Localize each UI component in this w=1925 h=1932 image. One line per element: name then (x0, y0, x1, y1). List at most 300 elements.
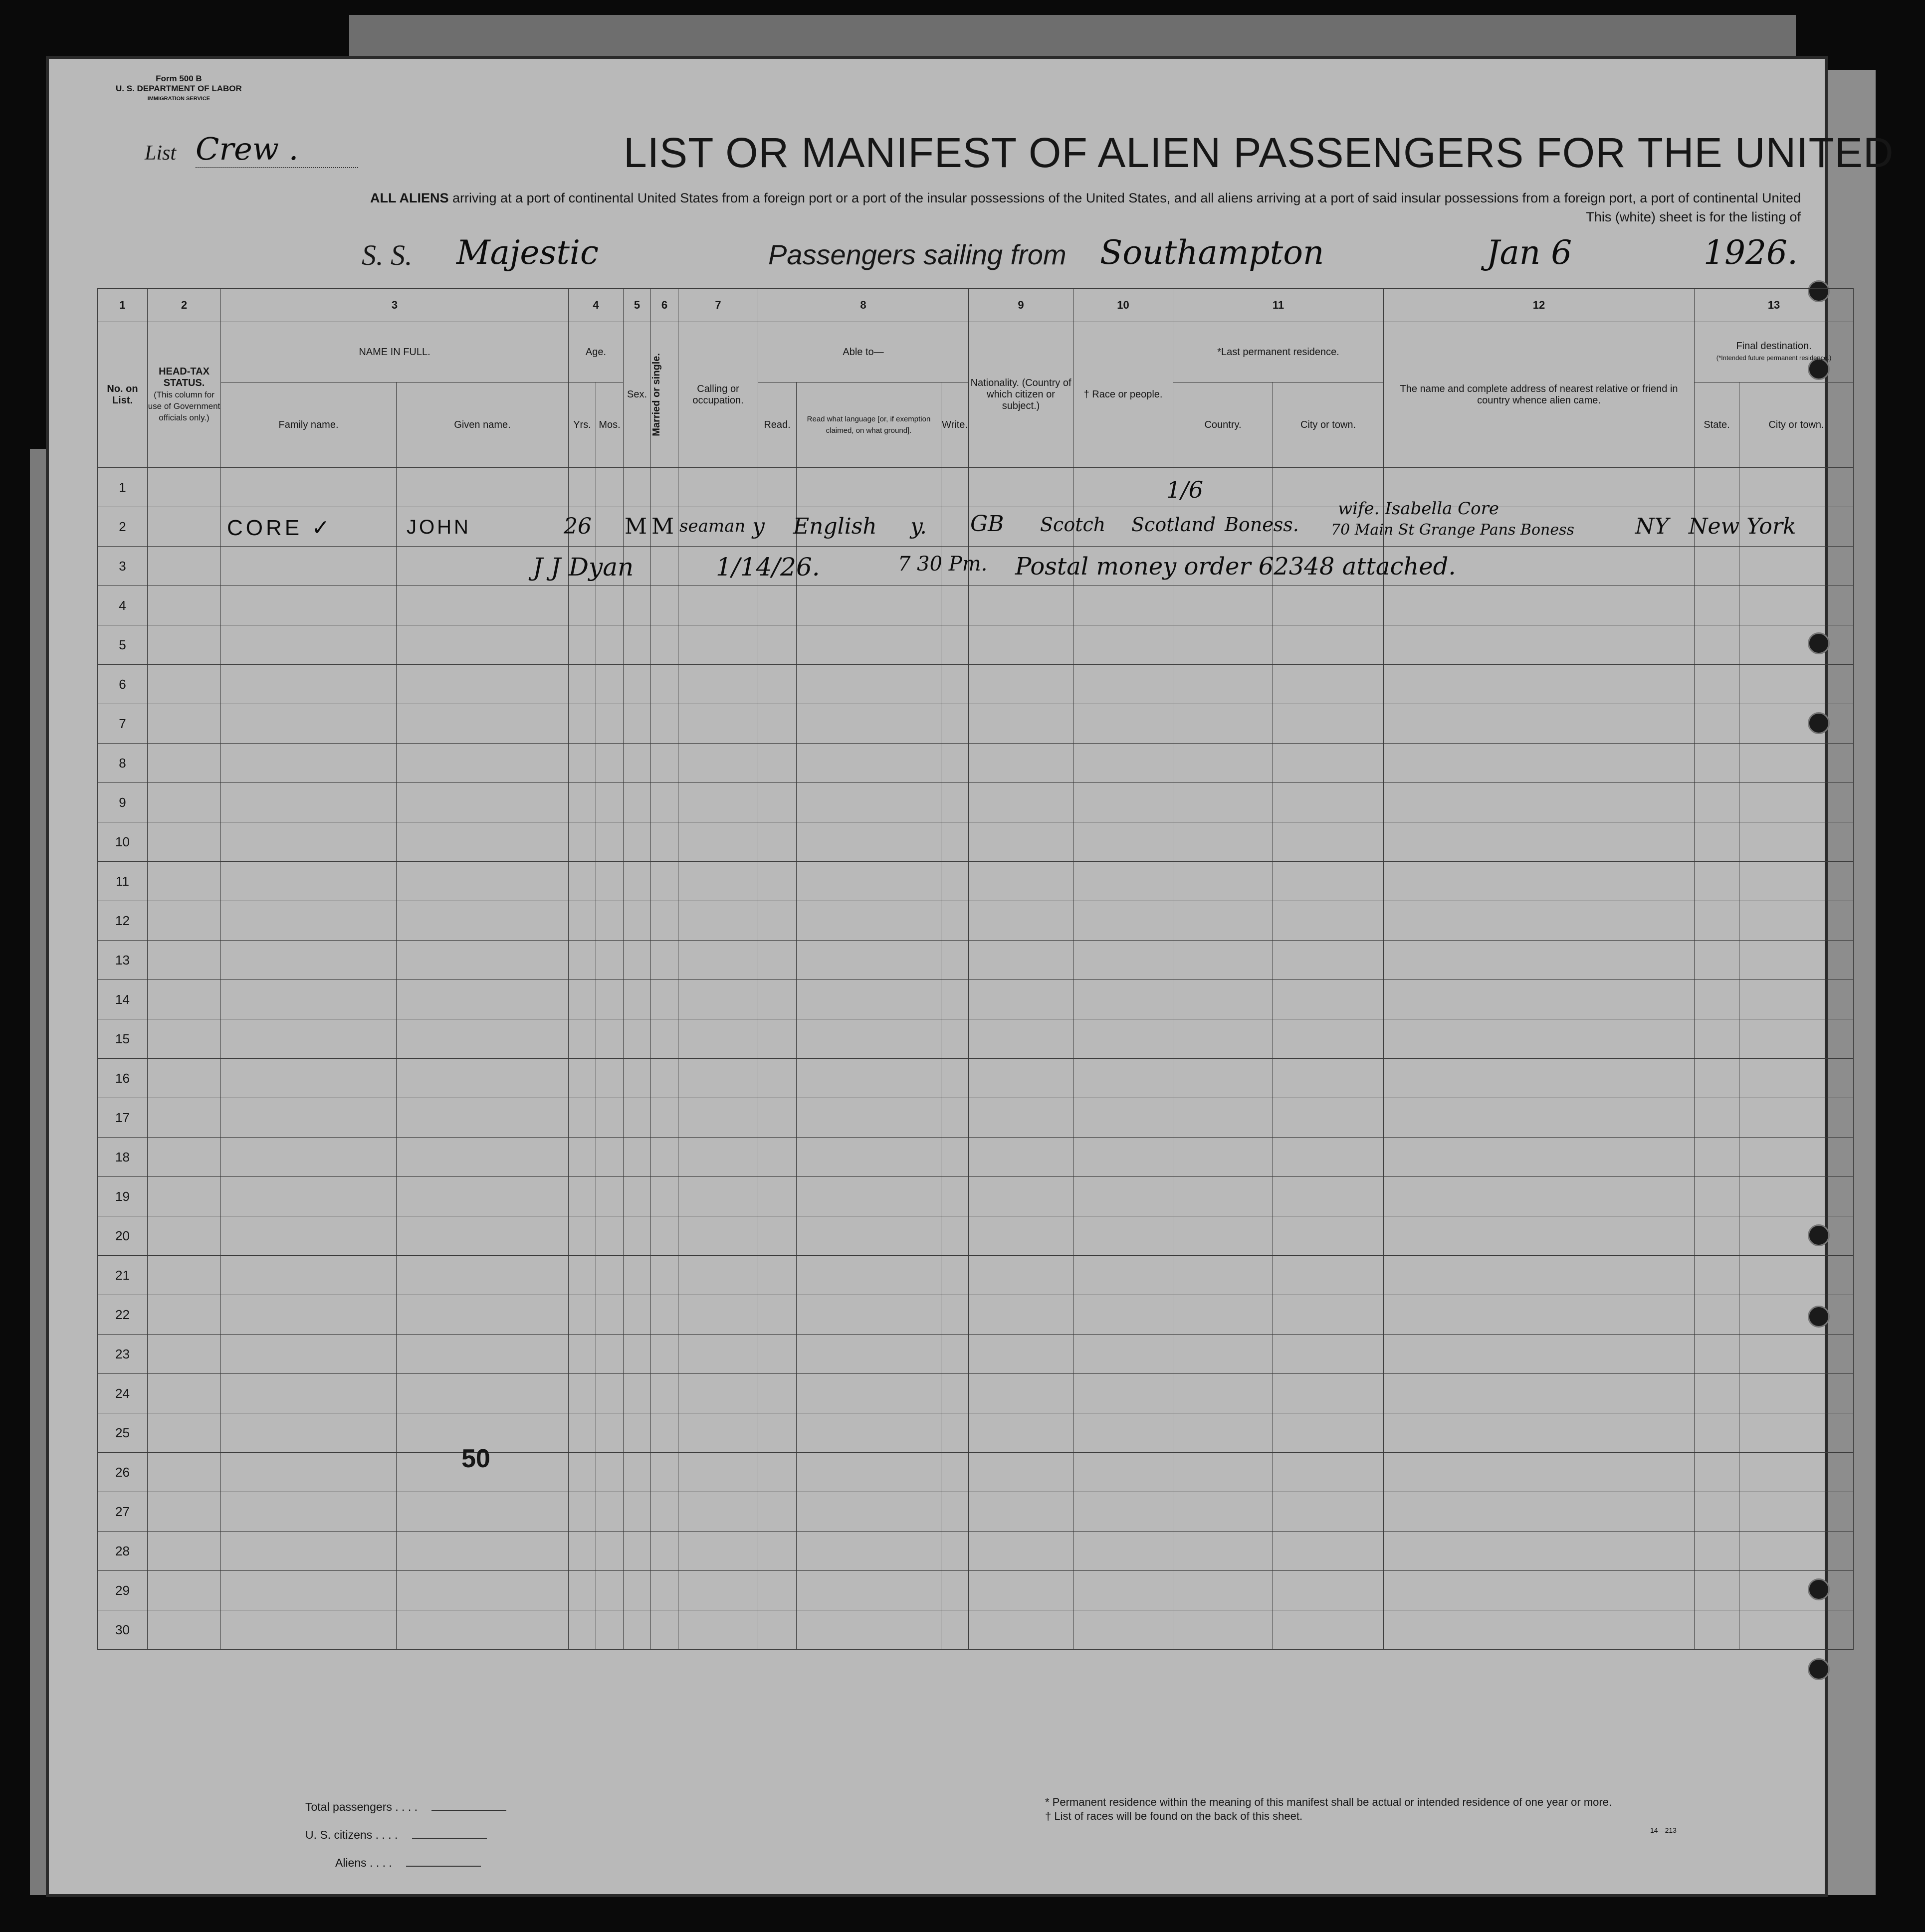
table-cell (624, 1532, 651, 1571)
table-cell (1739, 1413, 1854, 1453)
table-cell (596, 468, 624, 507)
table-cell (969, 822, 1073, 862)
table-cell (624, 1098, 651, 1138)
table-cell (758, 1413, 797, 1453)
table-cell (221, 704, 397, 744)
col-number: 13 (1695, 289, 1854, 322)
table-cell (1695, 980, 1739, 1019)
head-tax-label: HEAD-TAX STATUS. (159, 366, 210, 388)
table-cell (1173, 1295, 1273, 1335)
table-cell (1739, 1059, 1854, 1098)
table-cell (969, 1453, 1073, 1492)
header-race: † Race or people. (1073, 322, 1173, 468)
table-cell (148, 862, 221, 901)
table-cell (1739, 704, 1854, 744)
row-number: 16 (98, 1059, 148, 1098)
table-cell (1739, 1492, 1854, 1532)
table-cell (1173, 1413, 1273, 1453)
table-cell (678, 625, 758, 665)
table-cell (941, 980, 969, 1019)
table-cell (221, 1413, 397, 1453)
table-cell (148, 547, 221, 586)
table-cell (1173, 704, 1273, 744)
table-cell (1384, 1098, 1695, 1138)
table-cell (569, 1216, 596, 1256)
header-row-1 (98, 322, 1854, 383)
table-cell (969, 901, 1073, 941)
row-number: 17 (98, 1098, 148, 1138)
table-cell (797, 1374, 941, 1413)
table-cell (624, 822, 651, 862)
header-family-name: Family name. (221, 383, 397, 468)
table-cell (969, 1216, 1073, 1256)
table-cell (678, 941, 758, 980)
table-cell (148, 1532, 221, 1571)
table-cell (1273, 1374, 1384, 1413)
table-cell (1073, 1216, 1173, 1256)
table-cell (941, 1335, 969, 1374)
table-cell (797, 704, 941, 744)
annotation-initials: J J Dyan (533, 553, 634, 581)
table-cell (758, 941, 797, 980)
header-calling: Calling or occupation. (678, 322, 758, 468)
table-cell (596, 1532, 624, 1571)
table-cell (397, 1571, 569, 1610)
table-cell (569, 1019, 596, 1059)
table-cell (1695, 1216, 1739, 1256)
table-cell (221, 1098, 397, 1138)
table-cell (651, 744, 678, 783)
list-label: List (145, 142, 177, 165)
table-cell (624, 1453, 651, 1492)
table-cell (797, 1413, 941, 1453)
entry-country: Scotland (1131, 514, 1216, 536)
header-head-tax (148, 322, 221, 468)
table-cell (1384, 1453, 1695, 1492)
table-cell (569, 901, 596, 941)
table-cell (969, 1059, 1073, 1098)
table-cell (569, 1098, 596, 1138)
table-cell (148, 980, 221, 1019)
table-cell (1073, 1610, 1173, 1650)
table-cell (1384, 941, 1695, 980)
table-cell (397, 1098, 569, 1138)
table-cell (1695, 1413, 1739, 1453)
table-cell (797, 1532, 941, 1571)
table-cell (624, 665, 651, 704)
table-row (98, 1532, 1854, 1571)
table-cell (397, 980, 569, 1019)
table-cell (624, 1019, 651, 1059)
table-cell (1739, 941, 1854, 980)
table-cell (221, 1138, 397, 1177)
us-citizens-label: U. S. citizens (305, 1828, 373, 1841)
table-cell (1739, 547, 1854, 586)
table-cell (941, 1571, 969, 1610)
table-cell (148, 1295, 221, 1335)
table-cell (1695, 1295, 1739, 1335)
table-cell (941, 1177, 969, 1216)
table-cell (941, 1295, 969, 1335)
table-cell (596, 822, 624, 862)
table-cell (569, 822, 596, 862)
table-cell (678, 1532, 758, 1571)
table-cell (1384, 665, 1695, 704)
table-cell (797, 941, 941, 980)
table-cell (651, 1571, 678, 1610)
table-cell (941, 1138, 969, 1177)
table-cell (624, 1492, 651, 1532)
stamp-number: 50 (461, 1444, 490, 1473)
table-cell (1695, 1177, 1739, 1216)
entry-age-yrs: 26 (564, 514, 592, 539)
table-row (98, 1610, 1854, 1650)
table-cell (1173, 1216, 1273, 1256)
table-cell (758, 1532, 797, 1571)
table-cell (1739, 468, 1854, 507)
col-number: 1 (98, 289, 148, 322)
table-cell (969, 941, 1073, 980)
table-cell (1384, 1532, 1695, 1571)
table-cell (678, 704, 758, 744)
table-cell (221, 1374, 397, 1413)
table-cell (1273, 1610, 1384, 1650)
table-cell (397, 822, 569, 862)
table-cell (1273, 862, 1384, 901)
row-number: 30 (98, 1610, 148, 1650)
entry-race: Scotch (1040, 514, 1106, 536)
table-cell (148, 1453, 221, 1492)
table-cell (1384, 1138, 1695, 1177)
row-number: 25 (98, 1413, 148, 1453)
table-cell (941, 1610, 969, 1650)
table-cell (1273, 704, 1384, 744)
table-cell (758, 1374, 797, 1413)
table-cell (941, 1413, 969, 1453)
table-cell (596, 586, 624, 625)
us-citizens-row: U. S. citizens . . . . (305, 1821, 506, 1849)
table-cell (1739, 901, 1854, 941)
table-cell (221, 1335, 397, 1374)
table-cell (1073, 901, 1173, 941)
table-cell (1173, 665, 1273, 704)
table-cell (1739, 1453, 1854, 1492)
form-identifier (116, 74, 242, 104)
table-cell (651, 1413, 678, 1453)
table-cell (1695, 1256, 1739, 1295)
entry-language: English (793, 514, 877, 539)
header-write: Write. (941, 383, 969, 468)
table-cell (797, 586, 941, 625)
table-cell (596, 1335, 624, 1374)
table-cell (1384, 1335, 1695, 1374)
table-cell (941, 665, 969, 704)
table-cell (1273, 1413, 1384, 1453)
table-cell (1173, 862, 1273, 901)
table-cell (221, 941, 397, 980)
table-cell (678, 1374, 758, 1413)
table-cell (624, 744, 651, 783)
binder-hole (1808, 1658, 1830, 1680)
total-passengers-label: Total passengers (305, 1800, 392, 1813)
table-cell (1384, 1216, 1695, 1256)
intro-lead: ALL ALIENS (370, 191, 449, 205)
table-cell (397, 941, 569, 980)
row-number: 7 (98, 704, 148, 744)
table-cell (941, 1453, 969, 1492)
table-cell (596, 1610, 624, 1650)
table-cell (221, 1059, 397, 1098)
table-cell (1073, 1098, 1173, 1138)
table-cell (651, 625, 678, 665)
table-cell (797, 862, 941, 901)
table-cell (1384, 1059, 1695, 1098)
table-row (98, 1413, 1854, 1453)
entry-married: M (651, 514, 674, 539)
row-number: 3 (98, 547, 148, 586)
table-row (98, 1177, 1854, 1216)
total-passengers-row: Total passengers . . . . (305, 1793, 506, 1821)
table-cell (569, 1374, 596, 1413)
table-cell (758, 862, 797, 901)
table-cell (624, 704, 651, 744)
table-cell (1073, 862, 1173, 901)
header-no-on-list: No. on List. (98, 322, 148, 468)
port-name: Southampton (1100, 233, 1324, 272)
table-cell (397, 1019, 569, 1059)
table-cell (1073, 1492, 1173, 1532)
header-city: City or town. (1273, 383, 1384, 468)
table-cell (797, 822, 941, 862)
table-cell (1273, 1256, 1384, 1295)
table-cell (624, 1335, 651, 1374)
table-cell (651, 1532, 678, 1571)
table-cell (1173, 1374, 1273, 1413)
row-number: 5 (98, 625, 148, 665)
table-cell (1739, 1019, 1854, 1059)
table-cell (1273, 1138, 1384, 1177)
table-cell (678, 1413, 758, 1453)
table-cell (797, 1610, 941, 1650)
table-cell (758, 1019, 797, 1059)
table-cell (624, 468, 651, 507)
table-cell (1273, 822, 1384, 862)
table-cell (624, 1413, 651, 1453)
table-row (98, 1256, 1854, 1295)
table-cell (1073, 822, 1173, 862)
table-cell (1173, 783, 1273, 822)
form-service: IMMIGRATION SERVICE (147, 96, 211, 102)
table-cell (1073, 468, 1173, 507)
table-cell (797, 980, 941, 1019)
table-cell (1695, 1374, 1739, 1413)
table-cell (1073, 625, 1173, 665)
list-field (145, 131, 358, 167)
table-cell (397, 625, 569, 665)
col-number: 10 (1073, 289, 1173, 322)
table-cell (1384, 586, 1695, 625)
header-yrs: Yrs. (569, 383, 596, 468)
row-number: 13 (98, 941, 148, 980)
table-cell (969, 1177, 1073, 1216)
table-cell (221, 586, 397, 625)
row-number: 23 (98, 1335, 148, 1374)
table-cell (569, 1453, 596, 1492)
manifest-table (97, 288, 1854, 1650)
table-cell (651, 980, 678, 1019)
table-cell (1695, 665, 1739, 704)
header-read: Read. (758, 383, 797, 468)
table-cell (148, 901, 221, 941)
table-cell (969, 625, 1073, 665)
table-cell (1173, 1256, 1273, 1295)
header-country: Country. (1173, 383, 1273, 468)
list-value: Crew . (196, 131, 358, 168)
table-cell (941, 1019, 969, 1059)
row-number: 19 (98, 1177, 148, 1216)
table-cell (758, 1098, 797, 1138)
table-cell (678, 783, 758, 822)
table-cell (678, 1098, 758, 1138)
table-row (98, 1492, 1854, 1532)
table-cell (1384, 1019, 1695, 1059)
col-number: 6 (651, 289, 678, 322)
table-cell (148, 586, 221, 625)
table-cell (1073, 1138, 1173, 1177)
table-cell (1384, 1610, 1695, 1650)
table-cell (1273, 783, 1384, 822)
table-cell (941, 783, 969, 822)
table-cell (1695, 1610, 1739, 1650)
table-cell (569, 1256, 596, 1295)
table-cell (221, 1216, 397, 1256)
table-cell (1384, 1177, 1695, 1216)
header-given-name: Given name. (397, 383, 569, 468)
table-cell (596, 665, 624, 704)
table-cell (1739, 1374, 1854, 1413)
entry-write: y. (910, 514, 927, 539)
table-cell (148, 783, 221, 822)
table-cell (624, 1571, 651, 1610)
table-cell (651, 586, 678, 625)
table-cell (1273, 901, 1384, 941)
table-cell (1173, 1571, 1273, 1610)
entry-nationality: GB (970, 511, 1004, 537)
married-label: Married or single. (651, 353, 662, 436)
header-last-residence: *Last permanent residence. (1173, 322, 1384, 383)
table-cell (1273, 1571, 1384, 1610)
row-number: 18 (98, 1138, 148, 1177)
table-cell (148, 1256, 221, 1295)
table-row (98, 1374, 1854, 1413)
table-row (98, 1571, 1854, 1610)
intro-line1: arriving at a port of continental United States from a foreign port or a port of the insular possessions of the United States, and all aliens arriving at a port of said insular possessions from a foreign port, a port of continental United (452, 191, 1801, 205)
table-cell (221, 1019, 397, 1059)
table-cell (148, 665, 221, 704)
table-cell (651, 1216, 678, 1256)
annotation-note: Postal money order 62348 attached. (1015, 553, 1456, 580)
table-cell (651, 901, 678, 941)
table-cell (758, 1610, 797, 1650)
table-cell (397, 1177, 569, 1216)
entry-read: y (752, 514, 765, 539)
final-destination-note: (*Intended future permanent residence.) (1716, 354, 1832, 362)
table-cell (624, 1059, 651, 1098)
table-cell (1695, 625, 1739, 665)
row-number: 11 (98, 862, 148, 901)
table-cell (624, 625, 651, 665)
table-row (98, 744, 1854, 783)
table-cell (758, 1177, 797, 1216)
table-cell (1073, 1374, 1173, 1413)
table-cell (624, 783, 651, 822)
table-cell (569, 862, 596, 901)
table-cell (1173, 1335, 1273, 1374)
table-cell (797, 1059, 941, 1098)
table-row (98, 704, 1854, 744)
table-cell (651, 783, 678, 822)
table-cell (1739, 1256, 1854, 1295)
entry-state: NY (1635, 514, 1669, 539)
table-cell (624, 862, 651, 901)
table-cell (651, 1492, 678, 1532)
header-sex: Sex. (624, 322, 651, 468)
col-number: 12 (1384, 289, 1695, 322)
table-cell (1739, 625, 1854, 665)
entry-calling: seaman (679, 516, 746, 536)
table-cell (969, 586, 1073, 625)
table-cell (148, 1335, 221, 1374)
table-cell (969, 1098, 1073, 1138)
table-cell (1739, 862, 1854, 901)
table-cell (148, 941, 221, 980)
row-number: 29 (98, 1571, 148, 1610)
table-cell (758, 1492, 797, 1532)
table-cell (1073, 665, 1173, 704)
table-cell (797, 665, 941, 704)
final-destination-label: Final destination. (1736, 341, 1812, 352)
table-cell (1173, 1059, 1273, 1098)
header-read-language: Read what language [or, if exemption claimed, on what ground]. (797, 383, 941, 468)
table-cell (1384, 822, 1695, 862)
table-cell (1384, 744, 1695, 783)
table-cell (1695, 901, 1739, 941)
totals-block (305, 1793, 506, 1877)
table-cell (678, 1059, 758, 1098)
table-cell (397, 704, 569, 744)
table-cell (1384, 901, 1695, 941)
table-cell (651, 1138, 678, 1177)
table-cell (1695, 1019, 1739, 1059)
table-cell (148, 704, 221, 744)
table-cell (651, 547, 678, 586)
table-cell (569, 783, 596, 822)
table-cell (1173, 980, 1273, 1019)
table-cell (1739, 822, 1854, 862)
table-cell (758, 744, 797, 783)
table-cell (1073, 1256, 1173, 1295)
aliens-row: Aliens . . . . (305, 1849, 506, 1877)
table-cell (596, 744, 624, 783)
table-cell (596, 1177, 624, 1216)
table-cell (148, 1098, 221, 1138)
table-cell (797, 1098, 941, 1138)
table-cell (596, 1295, 624, 1335)
table-cell (1173, 1492, 1273, 1532)
table-cell (678, 980, 758, 1019)
table-cell (1739, 980, 1854, 1019)
table-cell (148, 1413, 221, 1453)
